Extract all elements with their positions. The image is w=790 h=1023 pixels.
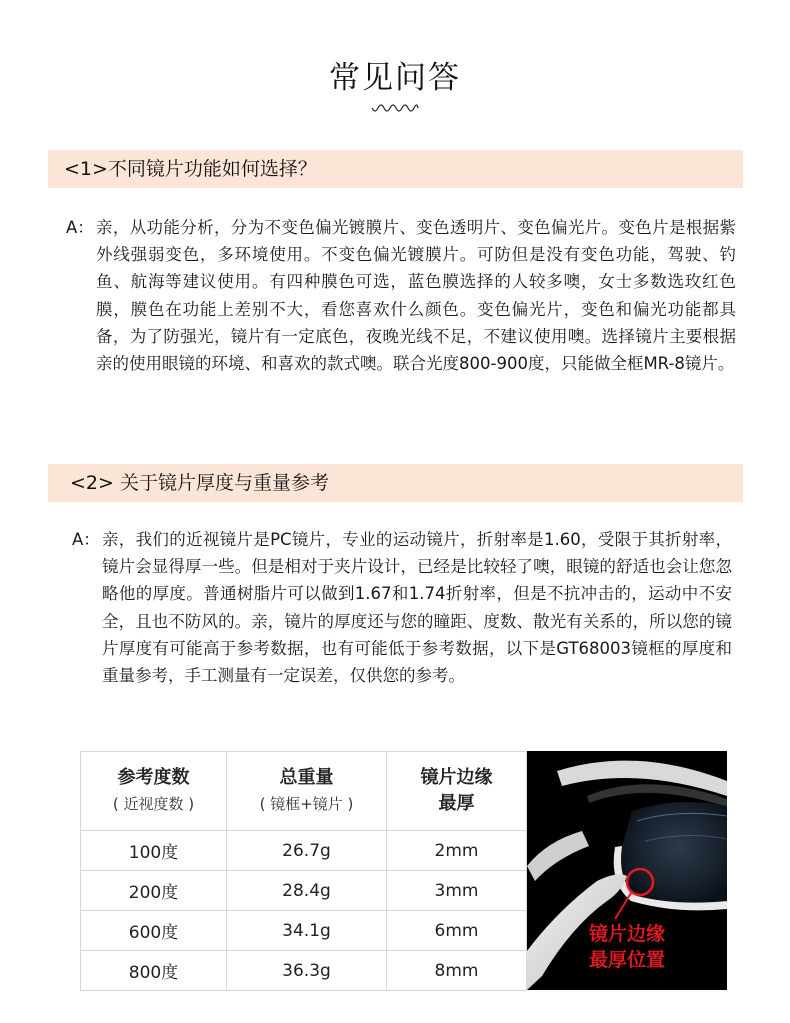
answer-block-2	[72, 526, 732, 689]
cell-power: 200度	[81, 871, 227, 911]
cell-power: 100度	[81, 831, 227, 871]
photo-caption-line-1: 镜片边缘	[588, 923, 665, 945]
header-power-main: 参考度数	[117, 767, 190, 788]
answer-prefix-1: A：	[66, 218, 94, 237]
table-row	[81, 871, 527, 911]
answer-text-2: 亲，我们的近视镜片是PC镜片，专业的运动镜片，折射率是1.60，受限于其折射率，镜片会显得厚一些。但是相对于夹片设计，已经是比较轻了噢，眼镜的舒适也会让您忽略他的厚度。普通树脂片可以做到1.67和1.74折射率，但是不抗冲击的，运动中不安全，且也不防风的。亲，镜片的厚度还与您的瞳距、度数、散光有关系的，所以您的镜片厚度有可能高于参考数据，也有可能低于参考数据，以下是GT68003镜框的厚度和重量参考，手工测量有一定误差，仅供您的参考。	[102, 530, 732, 686]
header-weight-sub: ( 镜框+镜片 )	[259, 795, 354, 813]
cell-power: 800度	[81, 951, 227, 991]
section-heading-bar-1	[48, 150, 743, 188]
header-thickness-main: 镜片边缘	[420, 767, 493, 788]
header-thickness-sub: 最厚	[438, 793, 475, 814]
cell-thickness: 2mm	[387, 831, 527, 871]
lens-edge-photo	[527, 751, 727, 990]
table-row	[81, 951, 527, 991]
cell-thickness: 6mm	[387, 911, 527, 951]
photo-caption	[527, 921, 727, 973]
thickness-weight-table	[80, 751, 526, 990]
cell-thickness: 3mm	[387, 871, 527, 911]
header-cell-weight	[227, 752, 387, 831]
header-cell-power	[81, 752, 227, 831]
title-wave-decoration	[371, 104, 419, 116]
answer-text-1: 亲，从功能分析，分为不变色偏光镀膜片、变色透明片、变色偏光片。变色片是根据紫外线强弱变色，多环境使用。不变色偏光镀膜片。可防但是没有变色功能，驾驶、钓鱼、航海等建议使用。有四种膜色可选，蓝色膜选择的人较多噢，女士多数选玫红色膜，膜色在功能上差别不大，看您喜欢什么颜色。变色偏光片，变色和偏光功能都具备，为了防强光，镜片有一定底色，夜晚光线不足，不建议使用噢。选择镜片主要根据亲的使用眼镜的环境、和喜欢的款式噢。联合光度800-900度，只能做全框MR-8镜片。	[96, 218, 736, 374]
cell-weight: 28.4g	[227, 871, 387, 911]
page-title: 常见问答	[329, 60, 461, 96]
header-cell-thickness	[387, 752, 527, 831]
table-row	[81, 831, 527, 871]
section-heading-1: <1>不同镜片功能如何选择？	[64, 158, 317, 180]
cell-weight: 26.7g	[227, 831, 387, 871]
cell-power: 600度	[81, 911, 227, 951]
header-power-sub: ( 近视度数 )	[112, 795, 195, 813]
answer-prefix-2: A：	[72, 530, 100, 549]
cell-thickness: 8mm	[387, 951, 527, 991]
cell-weight: 36.3g	[227, 951, 387, 991]
table-row	[81, 911, 527, 951]
cell-weight: 34.1g	[227, 911, 387, 951]
photo-caption-line-2: 最厚位置	[588, 949, 665, 971]
table-header-row	[81, 752, 527, 831]
section-heading-2: <2> 关于镜片厚度与重量参考	[70, 472, 329, 494]
section-heading-bar-2	[48, 464, 743, 502]
header-weight-main: 总重量	[279, 767, 334, 788]
answer-block-1	[66, 214, 736, 377]
